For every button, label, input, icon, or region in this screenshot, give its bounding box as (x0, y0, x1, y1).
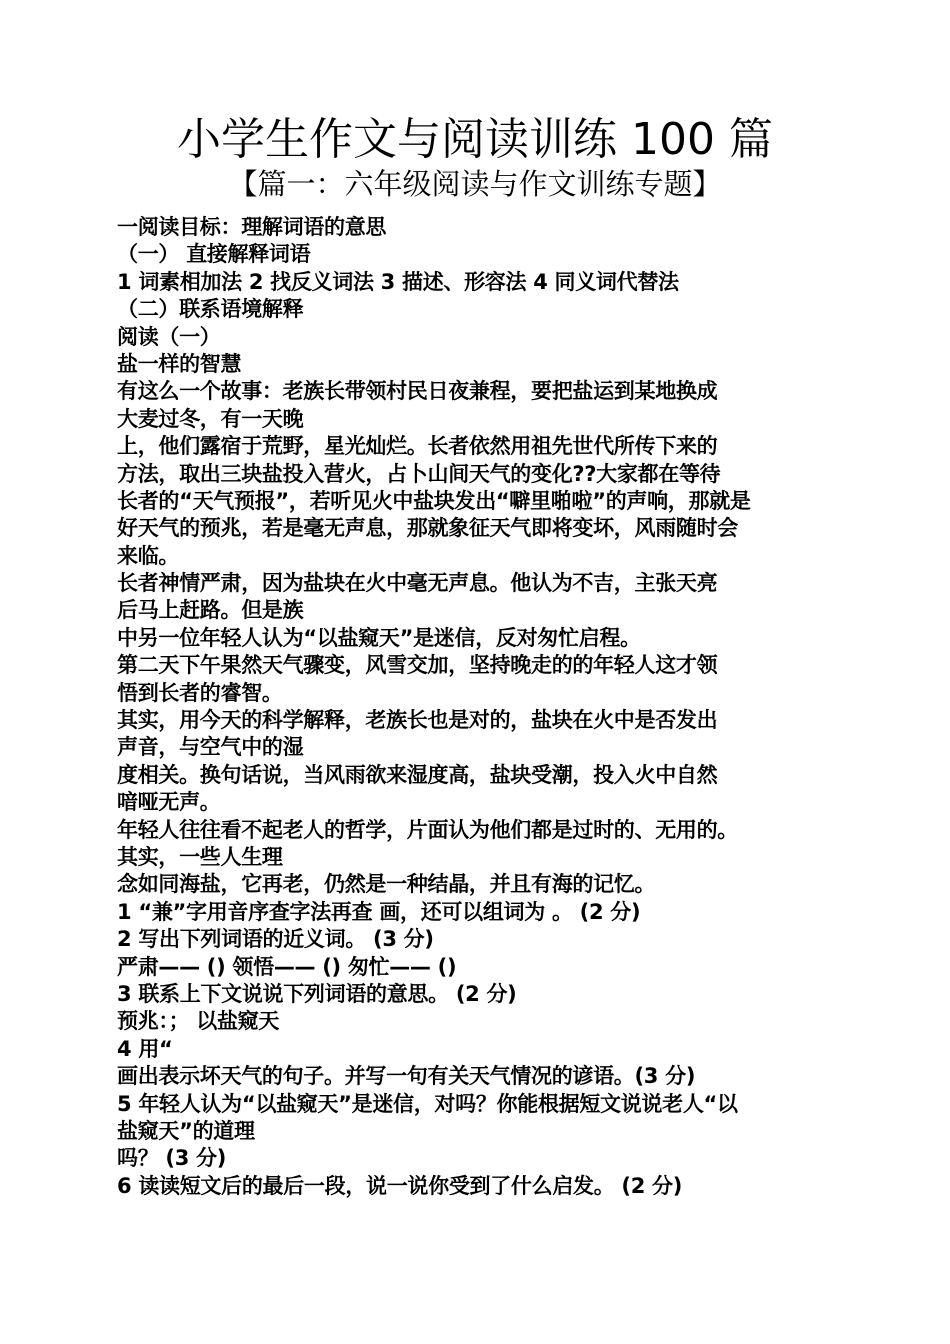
document-body (117, 214, 917, 1200)
text-line: 来临。 (117, 543, 180, 568)
text-line: 大麦过冬，有一天晚 (117, 406, 304, 431)
text-line: 年轻人往往看不起老人的哲学，片面认为他们都是过时的、无用的。 (117, 817, 738, 842)
text-line: （二）联系语境解释 (117, 297, 304, 322)
text-line: 方法，取出三块盐投入营火，占卜山间天气的变化??大家都在等待 (117, 461, 721, 486)
text-line: 盐窥天”的道理 (117, 1118, 255, 1143)
text-line: 阅读（一） (117, 324, 221, 349)
text-line: 第二天下午果然天气骤变，风雪交加，坚持晚走的的年轻人这才领 (117, 653, 718, 678)
text-line: 1 词素相加法 2 找反义词法 3 描述、形容法 4 同义词代替法 (117, 269, 679, 294)
text-line: 2 写出下列词语的近义词。 (3 分) (117, 927, 434, 952)
text-line: 1 “兼”字用音序查字法再查 画，还可以组词为 。 (2 分) (117, 899, 641, 924)
text-line: 6 读读短文后的最后一段，说一说你受到了什么启发。 (2 分) (117, 1173, 683, 1198)
document-subtitle: 【篇一：六年级阅读与作文训练专题】 (228, 167, 722, 201)
text-line: 喑哑无声。 (117, 790, 221, 815)
text-line: 念如同海盐，它再老，仍然是一种结晶，并且有海的记忆。 (117, 872, 656, 897)
text-line: 其实，一些人生理 (117, 844, 283, 869)
text-line: 好天气的预兆，若是毫无声息，那就象征天气即将变坏，风雨随时会 (117, 516, 738, 541)
text-line: 声音，与空气中的湿 (117, 735, 304, 760)
document-title: 小学生作文与阅读训练 100 篇 (177, 114, 773, 165)
text-line: 度相关。换句话说，当风雨欲来湿度高，盐块受潮，投入火中自然 (117, 762, 718, 787)
text-line: 4 用“ (117, 1036, 173, 1061)
text-line: 长者神情严肃，因为盐块在火中毫无声息。他认为不吉，主张天亮 (117, 571, 718, 596)
text-line: 严肃—— () 领悟—— () 匆忙—— () (117, 954, 457, 979)
text-line: （一） 直接解释词语 (117, 242, 311, 267)
text-line: 预兆：； 以盐窥天 (117, 1009, 280, 1034)
text-line: 3 联系上下文说说下列词语的意思。 (2 分) (117, 981, 517, 1006)
text-line: 有这么一个故事：老族长带领村民日夜兼程，要把盐运到某地换成 (117, 379, 718, 404)
text-line: 一阅读目标：理解词语的意思 (117, 215, 387, 239)
text-line: 上，他们露宿于荒野，星光灿烂。长者依然用祖先世代所传下来的 (117, 434, 718, 459)
text-line: 盐一样的智慧 (117, 351, 242, 376)
text-line: 其实，用今天的科学解释，老族长也是对的，盐块在火中是否发出 (117, 708, 718, 733)
text-line: 画出表示坏天气的句子。并写一句有关天气情况的谚语。(3 分) (117, 1064, 696, 1089)
text-line: 中另一位年轻人认为“以盐窥天”是迷信，反对匆忙启程。 (117, 625, 641, 650)
text-line: 吗？ (3 分) (117, 1146, 227, 1171)
text-line: 长者的“天气预报”，若听见火中盐块发出“噼里啪啦”的声响，那就是 (117, 488, 751, 513)
text-line: 悟到长者的睿智。 (117, 680, 283, 705)
text-line: 后马上赶路。但是族 (117, 598, 304, 623)
text-line: 5 年轻人认为“以盐窥天”是迷信，对吗？你能根据短文说说老人“以 (117, 1091, 738, 1116)
